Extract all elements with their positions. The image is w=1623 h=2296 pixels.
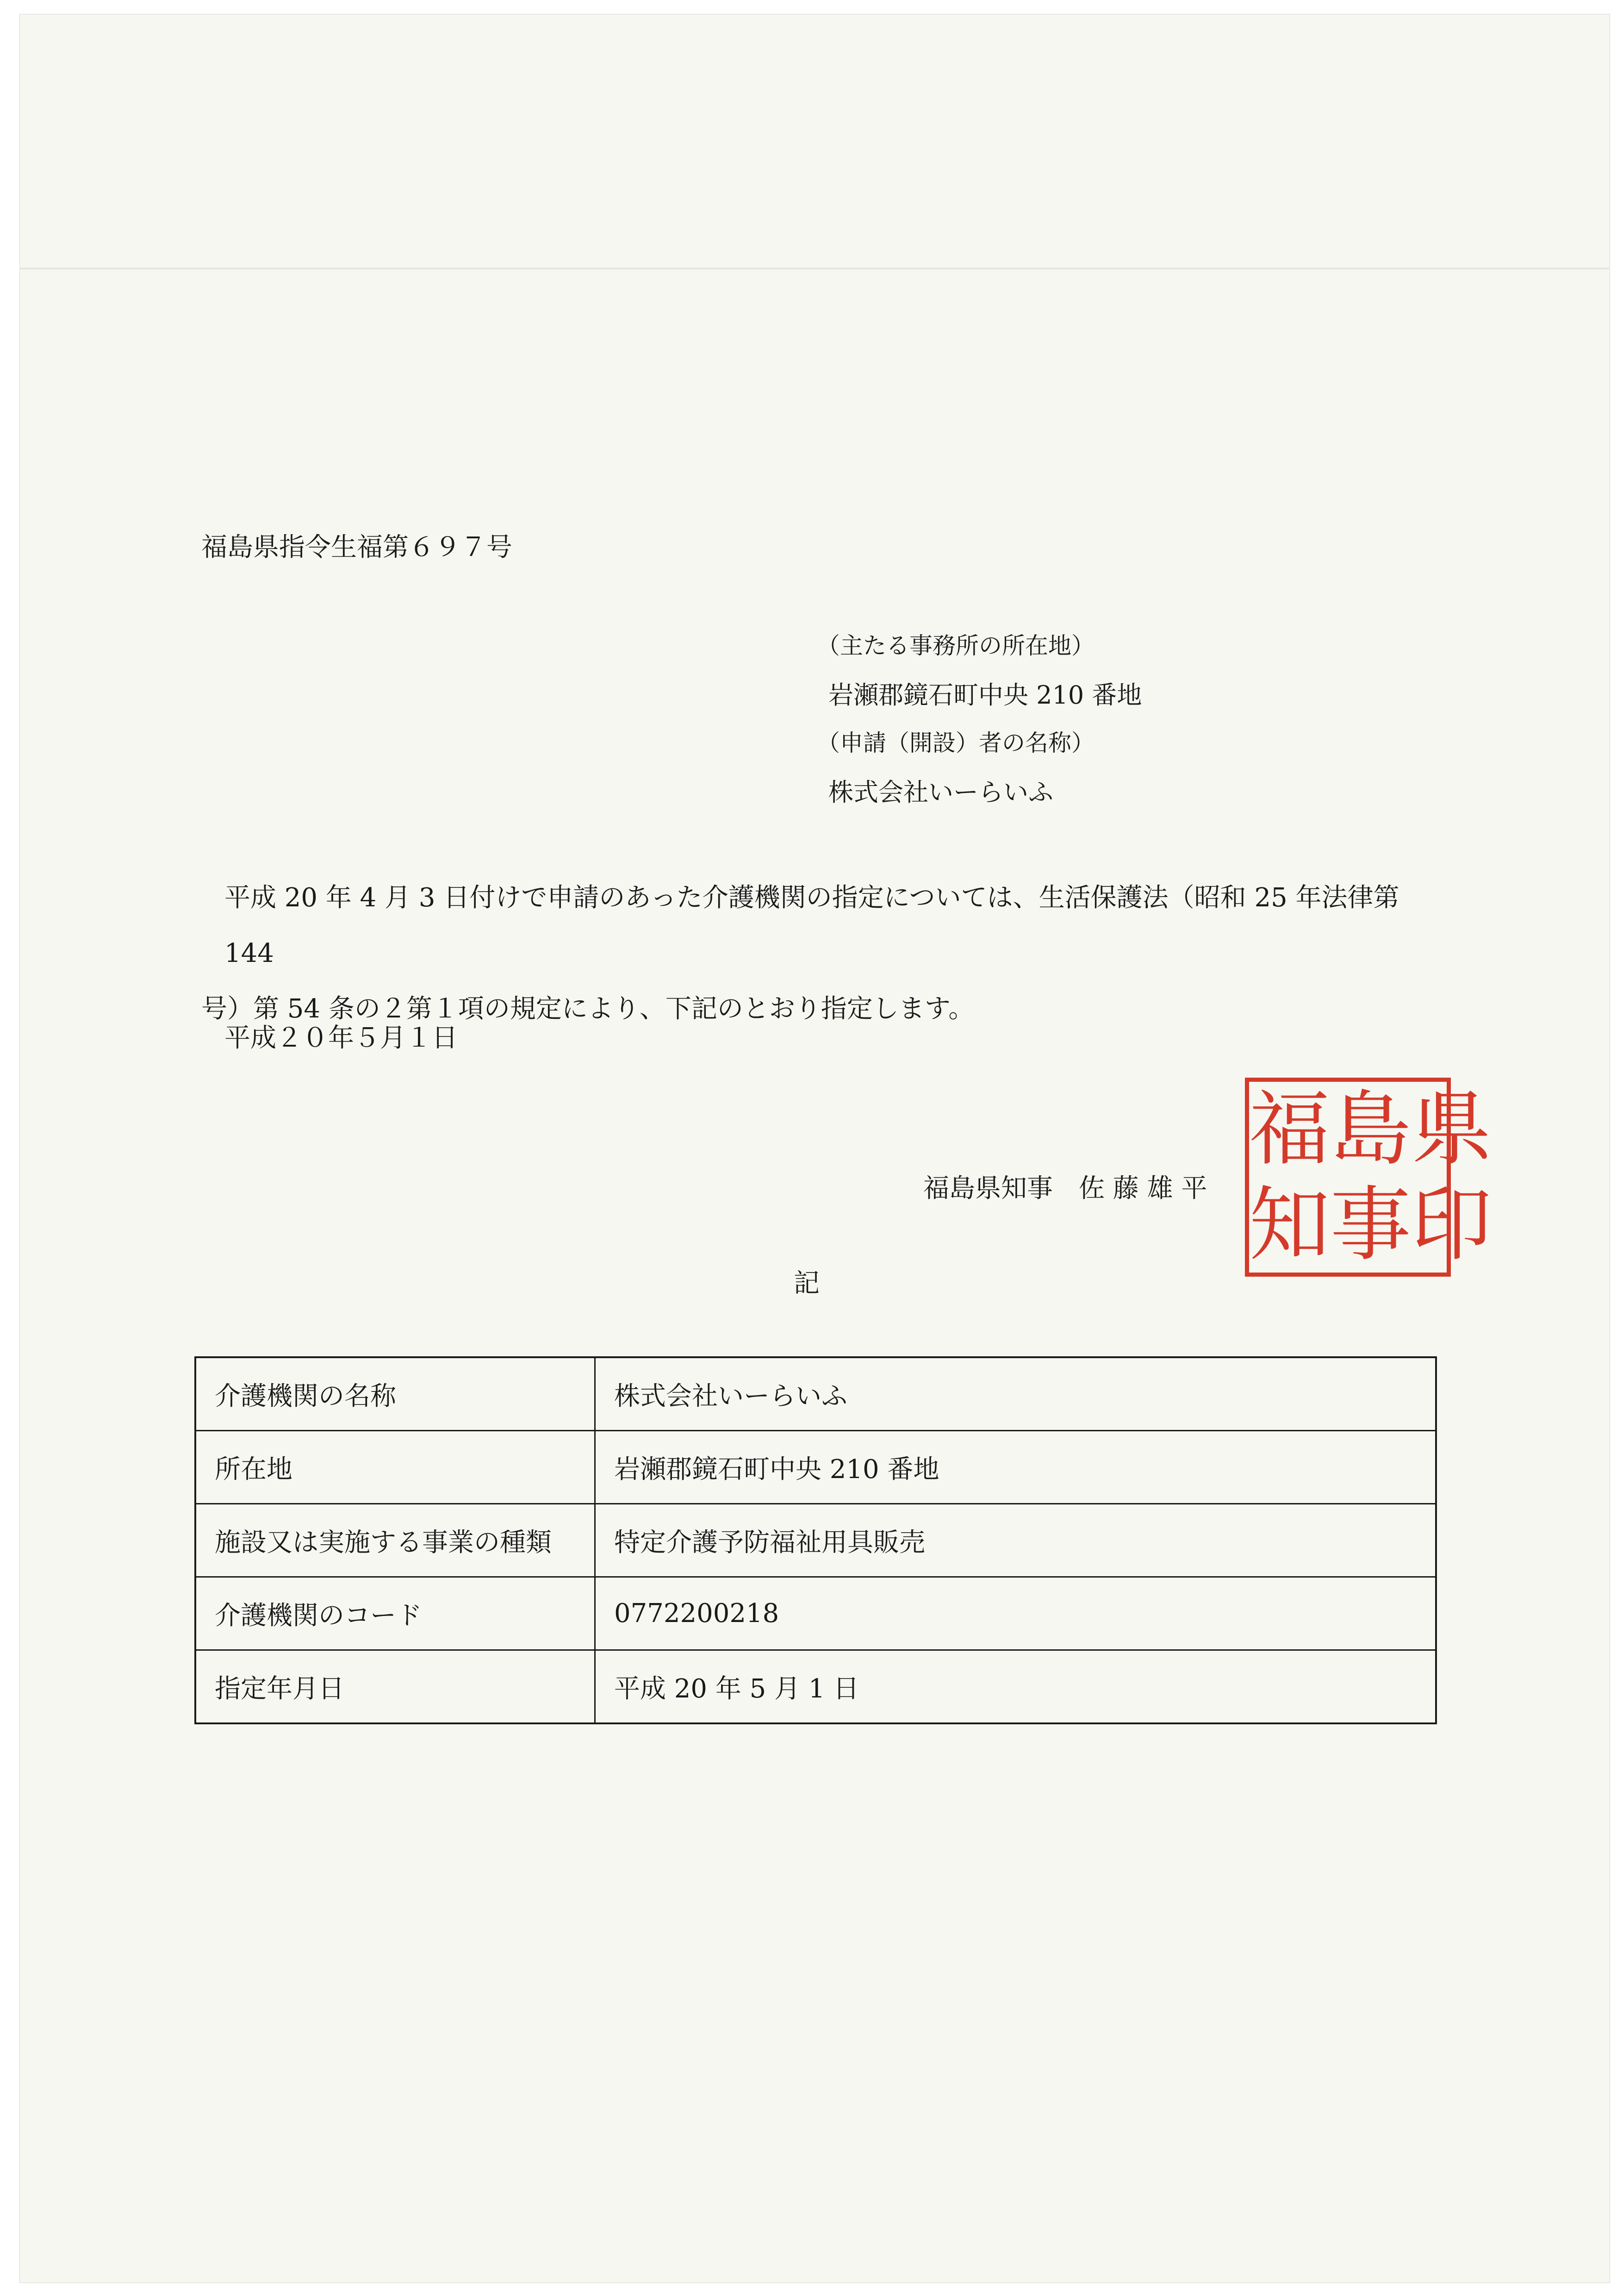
address-value: 岩瀬郡鏡石町中央 210 番地 [828, 680, 1142, 710]
table-key: 指定年月日 [195, 1650, 595, 1724]
applicant-label: （申請（開設）者の名称） [817, 730, 1094, 756]
body-line-2: 号）第 54 条の２第１項の規定により、下記のとおり指定します。 [201, 994, 975, 1024]
table-value: 株式会社いーらいふ [595, 1357, 1436, 1431]
table-key: 所在地 [195, 1431, 595, 1504]
table-key: 介護機関の名称 [195, 1357, 595, 1431]
designation-table [194, 1356, 1437, 1724]
table-row [195, 1357, 1436, 1431]
table-row [195, 1504, 1436, 1577]
table-value: 0772200218 [595, 1577, 1436, 1650]
body-line-1: 平成 20 年 4 月 3 日付けで申請のあった介護機関の指定については、生活保護法（昭和 25 年法律第 144 [224, 883, 1399, 968]
table-value: 平成 20 年 5 月 1 日 [595, 1650, 1436, 1724]
table-value: 岩瀬郡鏡石町中央 210 番地 [595, 1431, 1436, 1504]
address-label: （主たる事務所の所在地） [817, 632, 1094, 659]
issue-date: 平成２０年５月１日 [224, 1023, 458, 1053]
document-number: 福島県指令生福第６９７号 [201, 532, 512, 562]
table-key: 介護機関のコード [195, 1577, 595, 1650]
ki-heading: 記 [794, 1268, 820, 1298]
table-row [195, 1577, 1436, 1650]
signatory: 福島県知事 佐 藤 雄 平 [923, 1173, 1207, 1204]
body-paragraph [201, 870, 1423, 1037]
table-key: 施設又は実施する事業の種類 [195, 1504, 595, 1577]
governor-seal: 福 島 県 知 事 印 [1245, 1078, 1451, 1277]
table-row [195, 1650, 1436, 1724]
table-value: 特定介護予防福祉用具販売 [595, 1504, 1436, 1577]
fold-line [19, 268, 1609, 269]
applicant-value: 株式会社いーらいふ [828, 778, 1053, 807]
table-row [195, 1431, 1436, 1504]
